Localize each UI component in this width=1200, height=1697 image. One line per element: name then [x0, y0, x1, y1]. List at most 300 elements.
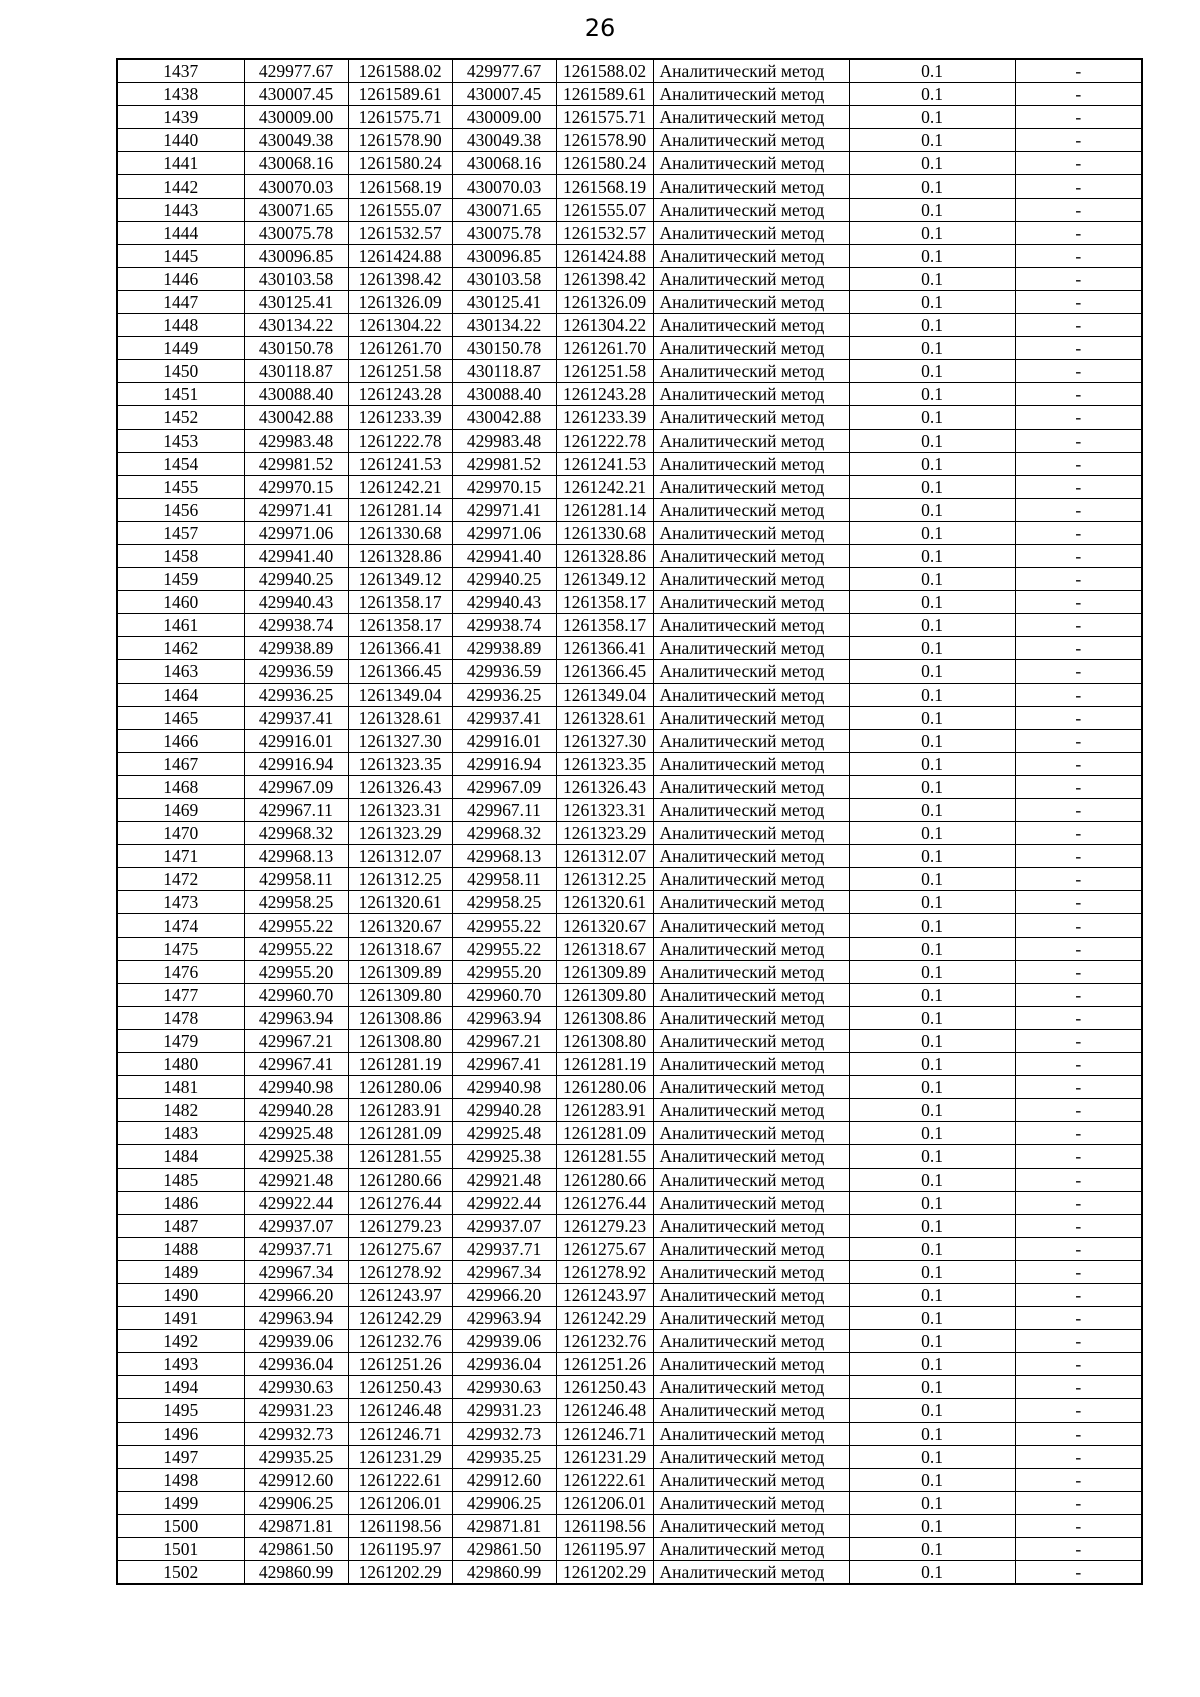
y-coordinate-cell: 1261202.29 — [348, 1561, 452, 1585]
y-coordinate-cell: 1261578.90 — [348, 129, 452, 152]
point-number-cell: 1492 — [117, 1330, 244, 1353]
x-coordinate-cell: 429906.25 — [244, 1491, 348, 1514]
point-number-cell: 1439 — [117, 106, 244, 129]
note-cell: - — [1015, 383, 1142, 406]
x-coordinate-cell: 429916.94 — [244, 752, 348, 775]
note-cell: - — [1015, 937, 1142, 960]
x-coordinate-cell: 429963.94 — [244, 1006, 348, 1029]
accuracy-cell: 0.1 — [849, 152, 1015, 175]
accuracy-cell: 0.1 — [849, 1376, 1015, 1399]
y-coordinate-cell: 1261280.66 — [556, 1168, 653, 1191]
point-number-cell: 1450 — [117, 360, 244, 383]
note-cell: - — [1015, 1191, 1142, 1214]
x-coordinate-cell: 429955.22 — [452, 914, 556, 937]
table-row — [117, 822, 1142, 845]
x-coordinate-cell: 429937.07 — [244, 1214, 348, 1237]
y-coordinate-cell: 1261276.44 — [348, 1191, 452, 1214]
x-coordinate-cell: 430125.41 — [244, 290, 348, 313]
note-cell: - — [1015, 59, 1142, 83]
table-row — [117, 129, 1142, 152]
table-row — [117, 175, 1142, 198]
method-cell: Аналитический метод — [653, 1099, 849, 1122]
x-coordinate-cell: 429955.22 — [244, 937, 348, 960]
note-cell: - — [1015, 868, 1142, 891]
y-coordinate-cell: 1261328.86 — [348, 544, 452, 567]
y-coordinate-cell: 1261349.12 — [348, 568, 452, 591]
y-coordinate-cell: 1261281.55 — [348, 1145, 452, 1168]
table-row — [117, 1053, 1142, 1076]
note-cell: - — [1015, 1538, 1142, 1561]
y-coordinate-cell: 1261532.57 — [348, 221, 452, 244]
x-coordinate-cell: 430118.87 — [244, 360, 348, 383]
method-cell: Аналитический метод — [653, 983, 849, 1006]
y-coordinate-cell: 1261279.23 — [556, 1214, 653, 1237]
x-coordinate-cell: 430103.58 — [452, 267, 556, 290]
y-coordinate-cell: 1261312.25 — [556, 868, 653, 891]
y-coordinate-cell: 1261222.61 — [556, 1468, 653, 1491]
x-coordinate-cell: 429955.22 — [452, 937, 556, 960]
y-coordinate-cell: 1261568.19 — [348, 175, 452, 198]
table-row — [117, 752, 1142, 775]
method-cell: Аналитический метод — [653, 198, 849, 221]
point-number-cell: 1441 — [117, 152, 244, 175]
table-row — [117, 891, 1142, 914]
y-coordinate-cell: 1261358.17 — [348, 591, 452, 614]
method-cell: Аналитический метод — [653, 614, 849, 637]
table-row — [117, 1260, 1142, 1283]
y-coordinate-cell: 1261320.61 — [556, 891, 653, 914]
note-cell: - — [1015, 1168, 1142, 1191]
accuracy-cell: 0.1 — [849, 267, 1015, 290]
y-coordinate-cell: 1261366.45 — [348, 660, 452, 683]
x-coordinate-cell: 429937.71 — [452, 1237, 556, 1260]
point-number-cell: 1493 — [117, 1353, 244, 1376]
note-cell: - — [1015, 267, 1142, 290]
y-coordinate-cell: 1261281.09 — [556, 1122, 653, 1145]
table-row — [117, 267, 1142, 290]
accuracy-cell: 0.1 — [849, 775, 1015, 798]
method-cell: Аналитический метод — [653, 267, 849, 290]
x-coordinate-cell: 430088.40 — [244, 383, 348, 406]
table-row — [117, 429, 1142, 452]
y-coordinate-cell: 1261309.80 — [556, 983, 653, 1006]
table-row — [117, 1145, 1142, 1168]
accuracy-cell: 0.1 — [849, 1006, 1015, 1029]
table-row — [117, 1099, 1142, 1122]
accuracy-cell: 0.1 — [849, 1191, 1015, 1214]
x-coordinate-cell: 429981.52 — [244, 452, 348, 475]
method-cell: Аналитический метод — [653, 1029, 849, 1052]
y-coordinate-cell: 1261588.02 — [556, 59, 653, 83]
note-cell: - — [1015, 498, 1142, 521]
note-cell: - — [1015, 1076, 1142, 1099]
x-coordinate-cell: 429925.38 — [452, 1145, 556, 1168]
x-coordinate-cell: 430068.16 — [244, 152, 348, 175]
x-coordinate-cell: 430007.45 — [244, 83, 348, 106]
point-number-cell: 1442 — [117, 175, 244, 198]
accuracy-cell: 0.1 — [849, 383, 1015, 406]
y-coordinate-cell: 1261281.19 — [348, 1053, 452, 1076]
method-cell: Аналитический метод — [653, 1076, 849, 1099]
table-row — [117, 1468, 1142, 1491]
y-coordinate-cell: 1261532.57 — [556, 221, 653, 244]
table-row — [117, 591, 1142, 614]
x-coordinate-cell: 429936.04 — [244, 1353, 348, 1376]
x-coordinate-cell: 429925.38 — [244, 1145, 348, 1168]
table-row — [117, 914, 1142, 937]
y-coordinate-cell: 1261242.21 — [556, 475, 653, 498]
table-row — [117, 729, 1142, 752]
note-cell: - — [1015, 106, 1142, 129]
x-coordinate-cell: 429955.22 — [244, 914, 348, 937]
accuracy-cell: 0.1 — [849, 1445, 1015, 1468]
point-number-cell: 1444 — [117, 221, 244, 244]
x-coordinate-cell: 429921.48 — [244, 1168, 348, 1191]
x-coordinate-cell: 429940.98 — [452, 1076, 556, 1099]
x-coordinate-cell: 429967.09 — [452, 775, 556, 798]
x-coordinate-cell: 429970.15 — [452, 475, 556, 498]
x-coordinate-cell: 429932.73 — [452, 1422, 556, 1445]
y-coordinate-cell: 1261206.01 — [348, 1491, 452, 1514]
y-coordinate-cell: 1261281.55 — [556, 1145, 653, 1168]
accuracy-cell: 0.1 — [849, 498, 1015, 521]
note-cell: - — [1015, 429, 1142, 452]
y-coordinate-cell: 1261326.43 — [556, 775, 653, 798]
point-number-cell: 1462 — [117, 637, 244, 660]
accuracy-cell: 0.1 — [849, 1168, 1015, 1191]
note-cell: - — [1015, 822, 1142, 845]
table-row — [117, 706, 1142, 729]
x-coordinate-cell: 429977.67 — [452, 59, 556, 83]
y-coordinate-cell: 1261308.86 — [556, 1006, 653, 1029]
x-coordinate-cell: 429912.60 — [244, 1468, 348, 1491]
point-number-cell: 1499 — [117, 1491, 244, 1514]
table-row — [117, 452, 1142, 475]
y-coordinate-cell: 1261250.43 — [556, 1376, 653, 1399]
point-number-cell: 1470 — [117, 822, 244, 845]
table-row — [117, 868, 1142, 891]
y-coordinate-cell: 1261280.06 — [348, 1076, 452, 1099]
y-coordinate-cell: 1261275.67 — [348, 1237, 452, 1260]
x-coordinate-cell: 429977.67 — [244, 59, 348, 83]
table-row — [117, 314, 1142, 337]
y-coordinate-cell: 1261320.67 — [556, 914, 653, 937]
x-coordinate-cell: 429912.60 — [452, 1468, 556, 1491]
accuracy-cell: 0.1 — [849, 1214, 1015, 1237]
x-coordinate-cell: 429935.25 — [244, 1445, 348, 1468]
x-coordinate-cell: 430150.78 — [244, 337, 348, 360]
method-cell: Аналитический метод — [653, 429, 849, 452]
point-number-cell: 1495 — [117, 1399, 244, 1422]
x-coordinate-cell: 429940.43 — [452, 591, 556, 614]
x-coordinate-cell: 429983.48 — [244, 429, 348, 452]
note-cell: - — [1015, 129, 1142, 152]
y-coordinate-cell: 1261308.80 — [556, 1029, 653, 1052]
point-number-cell: 1474 — [117, 914, 244, 937]
method-cell: Аналитический метод — [653, 1006, 849, 1029]
point-number-cell: 1472 — [117, 868, 244, 891]
accuracy-cell: 0.1 — [849, 290, 1015, 313]
note-cell: - — [1015, 1099, 1142, 1122]
x-coordinate-cell: 429916.01 — [244, 729, 348, 752]
x-coordinate-cell: 429968.32 — [244, 822, 348, 845]
x-coordinate-cell: 429906.25 — [452, 1491, 556, 1514]
y-coordinate-cell: 1261202.29 — [556, 1561, 653, 1585]
method-cell: Аналитический метод — [653, 360, 849, 383]
x-coordinate-cell: 430070.03 — [244, 175, 348, 198]
y-coordinate-cell: 1261243.97 — [348, 1283, 452, 1306]
accuracy-cell: 0.1 — [849, 1307, 1015, 1330]
y-coordinate-cell: 1261281.09 — [348, 1122, 452, 1145]
table-row — [117, 1214, 1142, 1237]
accuracy-cell: 0.1 — [849, 799, 1015, 822]
x-coordinate-cell: 429935.25 — [452, 1445, 556, 1468]
point-number-cell: 1491 — [117, 1307, 244, 1330]
x-coordinate-cell: 430125.41 — [452, 290, 556, 313]
method-cell: Аналитический метод — [653, 475, 849, 498]
y-coordinate-cell: 1261578.90 — [556, 129, 653, 152]
y-coordinate-cell: 1261283.91 — [556, 1099, 653, 1122]
x-coordinate-cell: 429937.41 — [452, 706, 556, 729]
point-number-cell: 1458 — [117, 544, 244, 567]
note-cell: - — [1015, 1514, 1142, 1537]
x-coordinate-cell: 429955.20 — [452, 960, 556, 983]
point-number-cell: 1467 — [117, 752, 244, 775]
table-row — [117, 660, 1142, 683]
accuracy-cell: 0.1 — [849, 314, 1015, 337]
method-cell: Аналитический метод — [653, 822, 849, 845]
y-coordinate-cell: 1261222.78 — [348, 429, 452, 452]
y-coordinate-cell: 1261232.76 — [556, 1330, 653, 1353]
y-coordinate-cell: 1261358.17 — [556, 614, 653, 637]
x-coordinate-cell: 429861.50 — [244, 1538, 348, 1561]
y-coordinate-cell: 1261424.88 — [556, 244, 653, 267]
y-coordinate-cell: 1261261.70 — [556, 337, 653, 360]
x-coordinate-cell: 430042.88 — [244, 406, 348, 429]
accuracy-cell: 0.1 — [849, 845, 1015, 868]
method-cell: Аналитический метод — [653, 1053, 849, 1076]
accuracy-cell: 0.1 — [849, 891, 1015, 914]
method-cell: Аналитический метод — [653, 544, 849, 567]
note-cell: - — [1015, 244, 1142, 267]
x-coordinate-cell: 429939.06 — [244, 1330, 348, 1353]
y-coordinate-cell: 1261326.43 — [348, 775, 452, 798]
y-coordinate-cell: 1261243.97 — [556, 1283, 653, 1306]
point-number-cell: 1468 — [117, 775, 244, 798]
point-number-cell: 1481 — [117, 1076, 244, 1099]
accuracy-cell: 0.1 — [849, 1099, 1015, 1122]
method-cell: Аналитический метод — [653, 498, 849, 521]
x-coordinate-cell: 429931.23 — [452, 1399, 556, 1422]
accuracy-cell: 0.1 — [849, 1053, 1015, 1076]
x-coordinate-cell: 429936.25 — [244, 683, 348, 706]
point-number-cell: 1460 — [117, 591, 244, 614]
x-coordinate-cell: 429936.25 — [452, 683, 556, 706]
y-coordinate-cell: 1261231.29 — [348, 1445, 452, 1468]
note-cell: - — [1015, 544, 1142, 567]
accuracy-cell: 0.1 — [849, 406, 1015, 429]
table-row — [117, 845, 1142, 868]
y-coordinate-cell: 1261275.67 — [556, 1237, 653, 1260]
method-cell: Аналитический метод — [653, 868, 849, 891]
note-cell: - — [1015, 360, 1142, 383]
note-cell: - — [1015, 1283, 1142, 1306]
x-coordinate-cell: 429941.40 — [244, 544, 348, 567]
method-cell: Аналитический метод — [653, 290, 849, 313]
accuracy-cell: 0.1 — [849, 475, 1015, 498]
point-number-cell: 1453 — [117, 429, 244, 452]
point-number-cell: 1483 — [117, 1122, 244, 1145]
y-coordinate-cell: 1261233.39 — [348, 406, 452, 429]
x-coordinate-cell: 430009.00 — [244, 106, 348, 129]
method-cell: Аналитический метод — [653, 1191, 849, 1214]
y-coordinate-cell: 1261309.89 — [348, 960, 452, 983]
x-coordinate-cell: 430096.85 — [452, 244, 556, 267]
y-coordinate-cell: 1261323.31 — [348, 799, 452, 822]
table-row — [117, 406, 1142, 429]
accuracy-cell: 0.1 — [849, 1330, 1015, 1353]
point-number-cell: 1476 — [117, 960, 244, 983]
y-coordinate-cell: 1261278.92 — [348, 1260, 452, 1283]
y-coordinate-cell: 1261281.14 — [556, 498, 653, 521]
accuracy-cell: 0.1 — [849, 683, 1015, 706]
table-row — [117, 983, 1142, 1006]
x-coordinate-cell: 429930.63 — [452, 1376, 556, 1399]
note-cell: - — [1015, 83, 1142, 106]
point-number-cell: 1477 — [117, 983, 244, 1006]
y-coordinate-cell: 1261304.22 — [348, 314, 452, 337]
point-number-cell: 1488 — [117, 1237, 244, 1260]
x-coordinate-cell: 430068.16 — [452, 152, 556, 175]
accuracy-cell: 0.1 — [849, 106, 1015, 129]
point-number-cell: 1484 — [117, 1145, 244, 1168]
accuracy-cell: 0.1 — [849, 660, 1015, 683]
point-number-cell: 1471 — [117, 845, 244, 868]
x-coordinate-cell: 429937.71 — [244, 1237, 348, 1260]
method-cell: Аналитический метод — [653, 1283, 849, 1306]
x-coordinate-cell: 429916.01 — [452, 729, 556, 752]
note-cell: - — [1015, 845, 1142, 868]
y-coordinate-cell: 1261555.07 — [348, 198, 452, 221]
table-row — [117, 614, 1142, 637]
x-coordinate-cell: 429937.07 — [452, 1214, 556, 1237]
method-cell: Аналитический метод — [653, 1468, 849, 1491]
y-coordinate-cell: 1261312.07 — [348, 845, 452, 868]
table-row — [117, 521, 1142, 544]
y-coordinate-cell: 1261312.25 — [348, 868, 452, 891]
note-cell: - — [1015, 706, 1142, 729]
point-number-cell: 1487 — [117, 1214, 244, 1237]
table-row — [117, 198, 1142, 221]
accuracy-cell: 0.1 — [849, 1076, 1015, 1099]
accuracy-cell: 0.1 — [849, 429, 1015, 452]
table-row — [117, 83, 1142, 106]
method-cell: Аналитический метод — [653, 1168, 849, 1191]
method-cell: Аналитический метод — [653, 568, 849, 591]
method-cell: Аналитический метод — [653, 106, 849, 129]
method-cell: Аналитический метод — [653, 1307, 849, 1330]
y-coordinate-cell: 1261366.45 — [556, 660, 653, 683]
y-coordinate-cell: 1261330.68 — [556, 521, 653, 544]
method-cell: Аналитический метод — [653, 729, 849, 752]
table-row — [117, 1122, 1142, 1145]
method-cell: Аналитический метод — [653, 706, 849, 729]
x-coordinate-cell: 429958.11 — [452, 868, 556, 891]
point-number-cell: 1480 — [117, 1053, 244, 1076]
method-cell: Аналитический метод — [653, 221, 849, 244]
point-number-cell: 1449 — [117, 337, 244, 360]
note-cell: - — [1015, 1399, 1142, 1422]
y-coordinate-cell: 1261312.07 — [556, 845, 653, 868]
y-coordinate-cell: 1261231.29 — [556, 1445, 653, 1468]
x-coordinate-cell: 430088.40 — [452, 383, 556, 406]
note-cell: - — [1015, 1145, 1142, 1168]
x-coordinate-cell: 429967.21 — [244, 1029, 348, 1052]
accuracy-cell: 0.1 — [849, 337, 1015, 360]
method-cell: Аналитический метод — [653, 775, 849, 798]
method-cell: Аналитический метод — [653, 1445, 849, 1468]
note-cell: - — [1015, 891, 1142, 914]
y-coordinate-cell: 1261251.26 — [348, 1353, 452, 1376]
note-cell: - — [1015, 1353, 1142, 1376]
x-coordinate-cell: 429938.89 — [452, 637, 556, 660]
point-number-cell: 1479 — [117, 1029, 244, 1052]
x-coordinate-cell: 429871.81 — [452, 1514, 556, 1537]
method-cell: Аналитический метод — [653, 1399, 849, 1422]
x-coordinate-cell: 429968.13 — [452, 845, 556, 868]
method-cell: Аналитический метод — [653, 152, 849, 175]
table-row — [117, 1514, 1142, 1537]
accuracy-cell: 0.1 — [849, 175, 1015, 198]
table-row — [117, 1445, 1142, 1468]
accuracy-cell: 0.1 — [849, 1353, 1015, 1376]
x-coordinate-cell: 430134.22 — [244, 314, 348, 337]
point-number-cell: 1478 — [117, 1006, 244, 1029]
note-cell: - — [1015, 1237, 1142, 1260]
method-cell: Аналитический метод — [653, 1376, 849, 1399]
x-coordinate-cell: 429940.28 — [244, 1099, 348, 1122]
note-cell: - — [1015, 1468, 1142, 1491]
method-cell: Аналитический метод — [653, 1237, 849, 1260]
y-coordinate-cell: 1261323.31 — [556, 799, 653, 822]
x-coordinate-cell: 429967.41 — [452, 1053, 556, 1076]
point-number-cell: 1482 — [117, 1099, 244, 1122]
y-coordinate-cell: 1261281.14 — [348, 498, 452, 521]
y-coordinate-cell: 1261358.17 — [556, 591, 653, 614]
table-row — [117, 1307, 1142, 1330]
table-row — [117, 152, 1142, 175]
method-cell: Аналитический метод — [653, 1538, 849, 1561]
method-cell: Аналитический метод — [653, 1214, 849, 1237]
table-row — [117, 683, 1142, 706]
accuracy-cell: 0.1 — [849, 198, 1015, 221]
x-coordinate-cell: 429981.52 — [452, 452, 556, 475]
table-row — [117, 1168, 1142, 1191]
point-number-cell: 1463 — [117, 660, 244, 683]
x-coordinate-cell: 429922.44 — [244, 1191, 348, 1214]
note-cell: - — [1015, 775, 1142, 798]
x-coordinate-cell: 430075.78 — [244, 221, 348, 244]
table-row — [117, 1076, 1142, 1099]
table-row — [117, 1283, 1142, 1306]
table-row — [117, 1491, 1142, 1514]
x-coordinate-cell: 430075.78 — [452, 221, 556, 244]
x-coordinate-cell: 429922.44 — [452, 1191, 556, 1214]
x-coordinate-cell: 429936.59 — [452, 660, 556, 683]
table-row — [117, 637, 1142, 660]
x-coordinate-cell: 429967.34 — [452, 1260, 556, 1283]
table-row — [117, 1399, 1142, 1422]
